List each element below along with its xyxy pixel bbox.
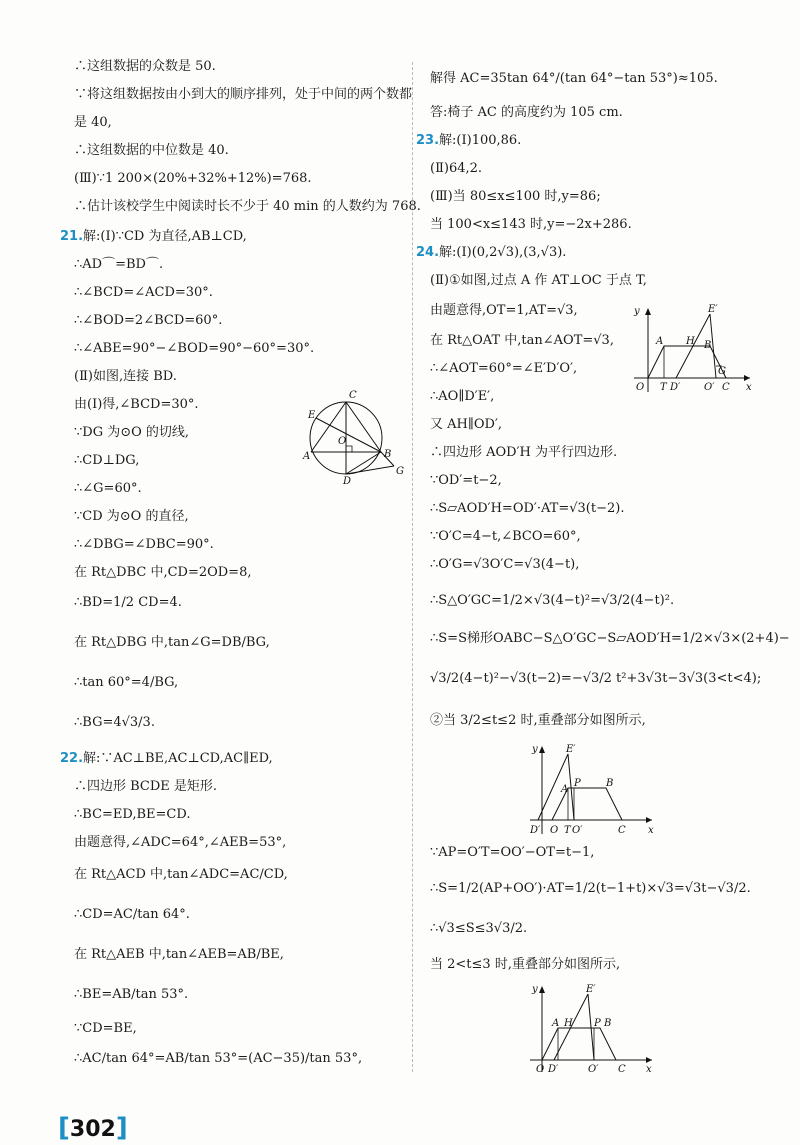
label-D-prime: D′ [530, 825, 541, 836]
text-line: ∵CD=BE, [74, 1021, 137, 1036]
text-line: ∴AC/tan 64°=AB/tan 53°=(AC−35)/tan 53°, [74, 1051, 363, 1066]
label-G: G [718, 366, 726, 377]
text-line: ∵将这组数据按由小到大的顺序排列，处于中间的两个数都 [74, 87, 413, 102]
figure-21-circle [303, 390, 404, 487]
label-O-prime: O′ [588, 1064, 599, 1075]
text-line: 在 Rt△DBC 中,CD=2OD=8, [74, 565, 252, 580]
text-line: 由题意得,OT=1,AT=√3, [430, 303, 578, 318]
label-C: C [349, 390, 357, 401]
label-O: O [338, 436, 347, 447]
label-A: A [561, 784, 569, 795]
label-C: C [618, 1064, 626, 1075]
question-number: 21. [60, 229, 84, 244]
text-line: ∵CD 为⊙O 的直径, [74, 509, 189, 524]
label-D: D [343, 476, 352, 487]
label-B: B [384, 449, 392, 460]
label-B: B [606, 778, 614, 789]
label-A: A [552, 1018, 560, 1029]
text-line: 答:椅子 AC 的高度约为 105 cm. [430, 105, 623, 120]
text-line: ∵DG 为⊙O 的切线, [74, 425, 190, 440]
label-H: H [564, 1018, 573, 1029]
text-line: 由题意得,∠ADC=64°,∠AEB=53°, [74, 835, 287, 850]
text-line: ∵AP=O′T=OO′−OT=t−1, [430, 845, 595, 860]
label-y: y [532, 744, 538, 755]
text-line: 解得 AC=35tan 64°/(tan 64°−tan 53°)≈105. [430, 71, 718, 86]
question-21 [60, 228, 247, 246]
text-line: 当 100<x≤143 时,y=−2x+286. [430, 217, 632, 232]
label-O-prime: O′ [572, 825, 583, 836]
text-line: ∴∠DBG=∠DBC=90°. [74, 537, 214, 552]
text-line: (Ⅱ)64,2. [430, 161, 483, 176]
text-line: ∵O′C=4−t,∠BCO=60°, [430, 529, 581, 544]
text-line: (Ⅱ)①如图,过点 A 作 AT⊥OC 于点 T, [430, 273, 647, 288]
page-number: [ 302 ] [58, 1113, 128, 1143]
label-O: O [536, 1064, 545, 1075]
label-y: y [532, 984, 538, 995]
text-line: 在 Rt△DBG 中,tan∠G=DB/BG, [74, 635, 270, 650]
label-T: T [564, 825, 571, 836]
text-line: ∴∠BCD=∠ACD=30°. [74, 285, 213, 300]
label-C: C [618, 825, 626, 836]
label-E-prime: E′ [566, 744, 576, 755]
text-line: ∴∠BOD=2∠BCD=60°. [74, 313, 223, 328]
label-P: P [574, 778, 581, 789]
label-O: O [636, 382, 645, 393]
text-line: (Ⅲ)当 80≤x≤100 时,y=86; [430, 189, 601, 204]
text-line: 解:(Ⅰ)(0,2√3),(3,√3). [439, 245, 567, 260]
text-line: (Ⅱ)如图,连接 BD. [74, 369, 177, 384]
label-x: x [746, 382, 752, 393]
question-23 [416, 132, 521, 150]
text-line: ∴O′G=√3O′C=√3(4−t), [430, 557, 580, 572]
text-line: ∴S=1/2(AP+OO′)·AT=1/2(t−1+t)×√3=√3t−√3/2. [430, 881, 751, 896]
label-x: x [646, 1064, 652, 1075]
label-x: x [648, 825, 654, 836]
label-H: H [686, 336, 695, 347]
text-line: ∴BG=4√3/3. [74, 715, 155, 730]
text-line: ∴四边形 BCDE 是矩形. [74, 779, 218, 794]
text-line: ∴tan 60°=4/BG, [74, 675, 179, 690]
label-G: G [396, 466, 404, 477]
label-E-prime: E′ [586, 984, 596, 995]
text-line: ∴这组数据的众数是 50. [74, 59, 216, 74]
label-E-prime: E′ [708, 304, 718, 315]
text-line: 解:∵AC⊥BE,AC⊥CD,AC∥ED, [83, 751, 273, 766]
text-line: 在 Rt△ACD 中,tan∠ADC=AC/CD, [74, 867, 288, 882]
text-line: ∵OD′=t−2, [430, 473, 502, 488]
label-O: O [550, 825, 559, 836]
label-C: C [722, 382, 730, 393]
label-P: P [594, 1018, 601, 1029]
text-line: 是 40, [74, 115, 112, 130]
text-line: ∴√3≤S≤3√3/2. [430, 921, 528, 936]
text-line: ∴∠AOT=60°=∠E′D′O′, [430, 361, 578, 376]
text-line: ∴S△O′GC=1/2×√3(4−t)²=√3/2(4−t)². [430, 593, 675, 608]
label-A: A [303, 451, 311, 462]
question-number: 22. [60, 751, 84, 766]
label-B: B [604, 1018, 612, 1029]
text-line: ②当 3/2≤t≤2 时,重叠部分如图所示, [430, 713, 646, 728]
label-D-prime: D′ [548, 1064, 559, 1075]
text-line: ∴AD⌒=BD⌒. [74, 257, 164, 272]
text-line: ∴∠G=60°. [74, 481, 142, 496]
text-line: 由(Ⅰ)得,∠BCD=30°. [74, 397, 199, 412]
text-line: (Ⅲ)∵1 200×(20%+32%+12%)=768. [74, 171, 312, 186]
label-T: T [660, 382, 667, 393]
text-line: ∴这组数据的中位数是 40. [74, 143, 229, 158]
text-line: ∴S▱AOD′H=OD′·AT=√3(t−2). [430, 501, 625, 516]
figure-24-part2 [530, 744, 660, 836]
question-number: 24. [416, 245, 440, 260]
text-line: 又 AH∥OD′, [430, 417, 503, 432]
text-line: ∴AO∥D′E′, [430, 389, 495, 404]
text-line: ∴BE=AB/tan 53°. [74, 987, 189, 1002]
text-line: ∴CD⊥DG, [74, 453, 140, 468]
text-line: √3/2(4−t)²−√3(t−2)=−√3/2 t²+3√3t−3√3(3<t<4); [430, 671, 762, 686]
text-line: ∴∠ABE=90°−∠BOD=90°−60°=30°. [74, 341, 315, 356]
label-A: A [656, 336, 664, 347]
text-line: ∴BD=1/2 CD=4. [74, 595, 182, 610]
label-E: E [308, 410, 316, 421]
text-line: ∴四边形 AOD′H 为平行四边形. [430, 445, 618, 460]
text-line: 当 2<t≤3 时,重叠部分如图所示, [430, 957, 621, 972]
text-line: 在 Rt△OAT 中,tan∠AOT=√3, [430, 333, 614, 348]
text-line: 解:(Ⅰ)∵CD 为直径,AB⊥CD, [83, 229, 247, 244]
label-D-prime: D′ [670, 382, 681, 393]
figure-24-part3 [530, 982, 660, 1074]
label-B: B [704, 340, 712, 351]
figure-24-part1 [634, 306, 756, 396]
text-line: ∴BC=ED,BE=CD. [74, 807, 191, 822]
question-22 [60, 750, 273, 768]
question-24 [416, 244, 566, 262]
text-line: ∴CD=AC/tan 64°. [74, 907, 190, 922]
text-line: ∴S=S梯形OABC−S△O′GC−S▱AOD′H=1/2×√3×(2+4)− [430, 631, 790, 646]
label-y: y [634, 306, 640, 317]
question-number: 23. [416, 133, 440, 148]
text-line: 解:(Ⅰ)100,86. [439, 133, 522, 148]
text-line: ∴估计该校学生中阅读时长不少于 40 min 的人数约为 768. [74, 199, 421, 214]
label-O-prime: O′ [704, 382, 715, 393]
text-line: 在 Rt△AEB 中,tan∠AEB=AB/BE, [74, 947, 284, 962]
